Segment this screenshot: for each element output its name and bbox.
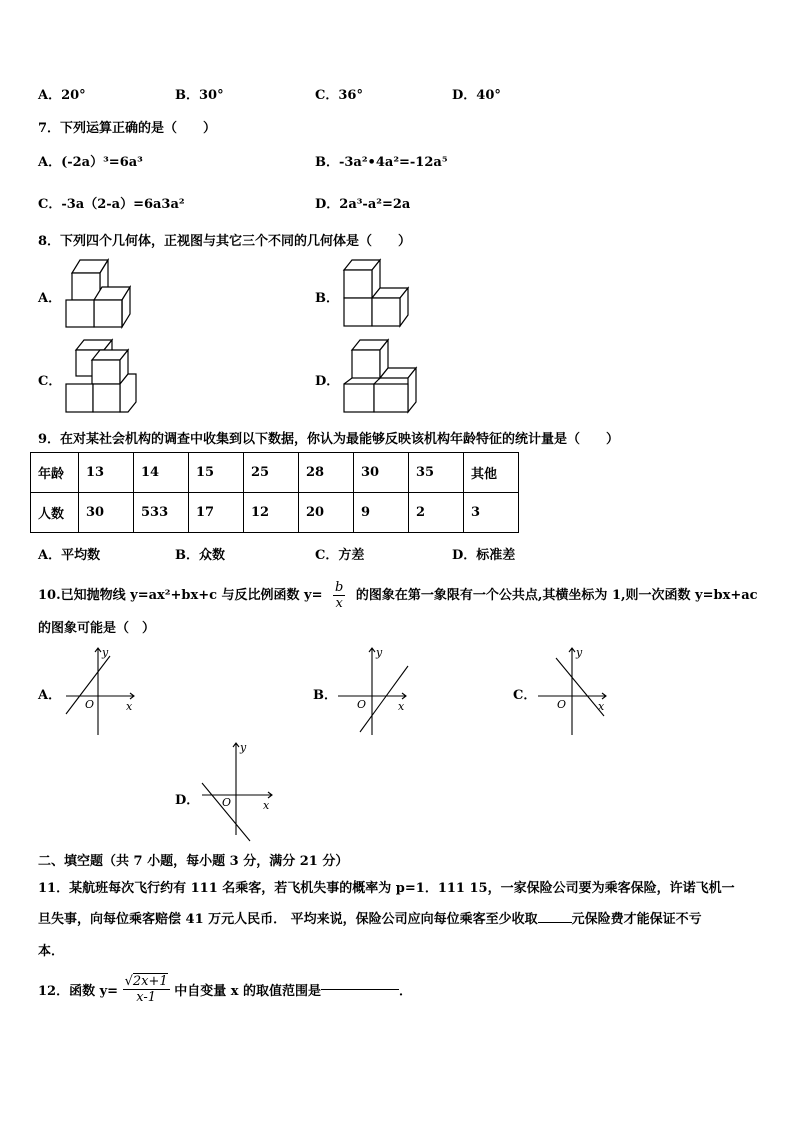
q8-figure-d (338, 338, 428, 418)
q10-option-a: A． (38, 688, 62, 703)
q11-line3: 本． (38, 944, 65, 959)
q10-d-origin-label: O (222, 796, 232, 809)
table-cell: 28 (299, 453, 354, 493)
q10-option-d: D． (175, 793, 200, 808)
q6-option-b: B．30° (175, 88, 224, 103)
table-cell: 13 (79, 453, 134, 493)
q9-option-a: A．平均数 (38, 548, 101, 563)
table-cell: 3 (464, 493, 519, 533)
q10-option-c: C． (513, 688, 537, 703)
q9-data-table (30, 452, 519, 533)
q8-figure-a (62, 255, 152, 335)
q10-d-y-label: y (240, 741, 247, 754)
q12-end: ． (399, 984, 413, 999)
table-cell: 25 (244, 453, 299, 493)
table-cell: 年龄 (31, 453, 79, 493)
q10-c-x-label: x (598, 700, 605, 713)
q10-b-origin-label: O (357, 698, 367, 711)
sqrt-icon: √ (124, 974, 133, 989)
table-cell: 2 (409, 493, 464, 533)
table-cell: 17 (189, 493, 244, 533)
q12-fraction (123, 974, 170, 1005)
q9-stem: 9．在对某社会机构的调查中收集到以下数据，你认为最能够反映该机构年龄特征的统计量是（ ） (38, 432, 620, 447)
q11-line2 (38, 908, 702, 927)
q8-option-c: C． (38, 374, 62, 389)
q9-option-b: B．众数 (175, 548, 225, 563)
q8-option-a: A． (38, 291, 62, 306)
q8-figure-b (338, 258, 428, 333)
q10-a-origin-label: O (85, 698, 95, 711)
q6-option-d: D．40° (452, 88, 501, 103)
q8-option-b: B． (315, 291, 339, 306)
q10-a-x-label: x (126, 700, 133, 713)
fraction-denominator: x-1 (136, 990, 157, 1005)
q10-b-y-label: y (376, 646, 383, 659)
table-row (31, 453, 519, 493)
q7-option-d: D．2a³-a²=2a (315, 197, 411, 212)
q8-stem: 8．下列四个几何体，正视图与其它三个不同的几何体是（ ） (38, 234, 412, 249)
q8-figure-c (62, 338, 152, 418)
table-cell: 30 (79, 493, 134, 533)
table-cell: 20 (299, 493, 354, 533)
table-row (31, 493, 519, 533)
table-cell: 其他 (464, 453, 519, 493)
q10-graph-d (198, 735, 283, 845)
fraction-numerator: b (335, 580, 344, 595)
q10-c-y-label: y (576, 646, 583, 659)
q12 (38, 974, 412, 1005)
q10-stem-line2: 的图象可能是（ ） (38, 621, 156, 636)
q10-b-x-label: x (398, 700, 405, 713)
table-cell: 人数 (31, 493, 79, 533)
table-cell: 35 (409, 453, 464, 493)
q10-fraction (333, 580, 345, 611)
table-cell: 9 (354, 493, 409, 533)
table-cell: 15 (189, 453, 244, 493)
q6-option-c: C．36° (315, 88, 363, 103)
fraction-denominator: x (333, 595, 345, 611)
table-cell: 12 (244, 493, 299, 533)
q7-option-c: C．-3a（2-a）=6a3a² (38, 197, 185, 212)
q10-stem-part1: 10.已知抛物线 y=ax²+bx+c 与反比例函数 y= (38, 588, 323, 603)
q11-line2-text: 旦失事，向每位乘客赔偿 41 万元人民币． 平均来说，保险公司应向每位乘客至少收取 (38, 912, 538, 927)
q10-graph-b (336, 640, 416, 740)
q6-option-a: A．20° (38, 88, 86, 103)
q11-line2-end: 元保险费才能保证不亏 (571, 912, 702, 927)
q10-a-y-label: y (102, 646, 109, 659)
q10-graph-a (62, 640, 142, 740)
table-cell: 533 (134, 493, 189, 533)
table-cell: 30 (354, 453, 409, 493)
radicand: 2x+1 (132, 974, 168, 989)
q9-option-d: D．标准差 (452, 548, 516, 563)
q8-option-d: D． (315, 374, 340, 389)
q9-option-c: C．方差 (315, 548, 365, 563)
q10-d-x-label: x (263, 799, 270, 812)
q10-graph-c (536, 640, 616, 740)
q12-suffix: 中自变量 x 的取值范围是 (174, 984, 322, 999)
section-2-heading: 二、填空题（共 7 小题，每小题 3 分，满分 21 分） (38, 854, 349, 869)
q10-option-b: B． (313, 688, 337, 703)
q10-stem (38, 580, 758, 611)
q11-answer-blank[interactable] (538, 922, 572, 923)
q11-line1: 11．某航班每次飞行约有 111 名乘客，若飞机失事的概率为 p=1．111 15，一家保险公司要为乘客保险，许诺飞机一 (38, 881, 735, 896)
q10-c-origin-label: O (557, 698, 567, 711)
q12-answer-blank[interactable] (321, 989, 399, 990)
q7-option-b: B．-3a²•4a²=-12a⁵ (315, 155, 448, 170)
q7-option-a: A．(-2a）³=6a³ (38, 155, 143, 170)
q10-stem-part2: 的图象在第一象限有一个公共点,其横坐标为 1,则一次函数 y=bx+ac (355, 588, 758, 603)
fraction-numerator (123, 974, 170, 990)
table-cell: 14 (134, 453, 189, 493)
q12-prefix: 12．函数 y= (38, 984, 119, 999)
q7-stem: 7．下列运算正确的是（ ） (38, 121, 217, 136)
